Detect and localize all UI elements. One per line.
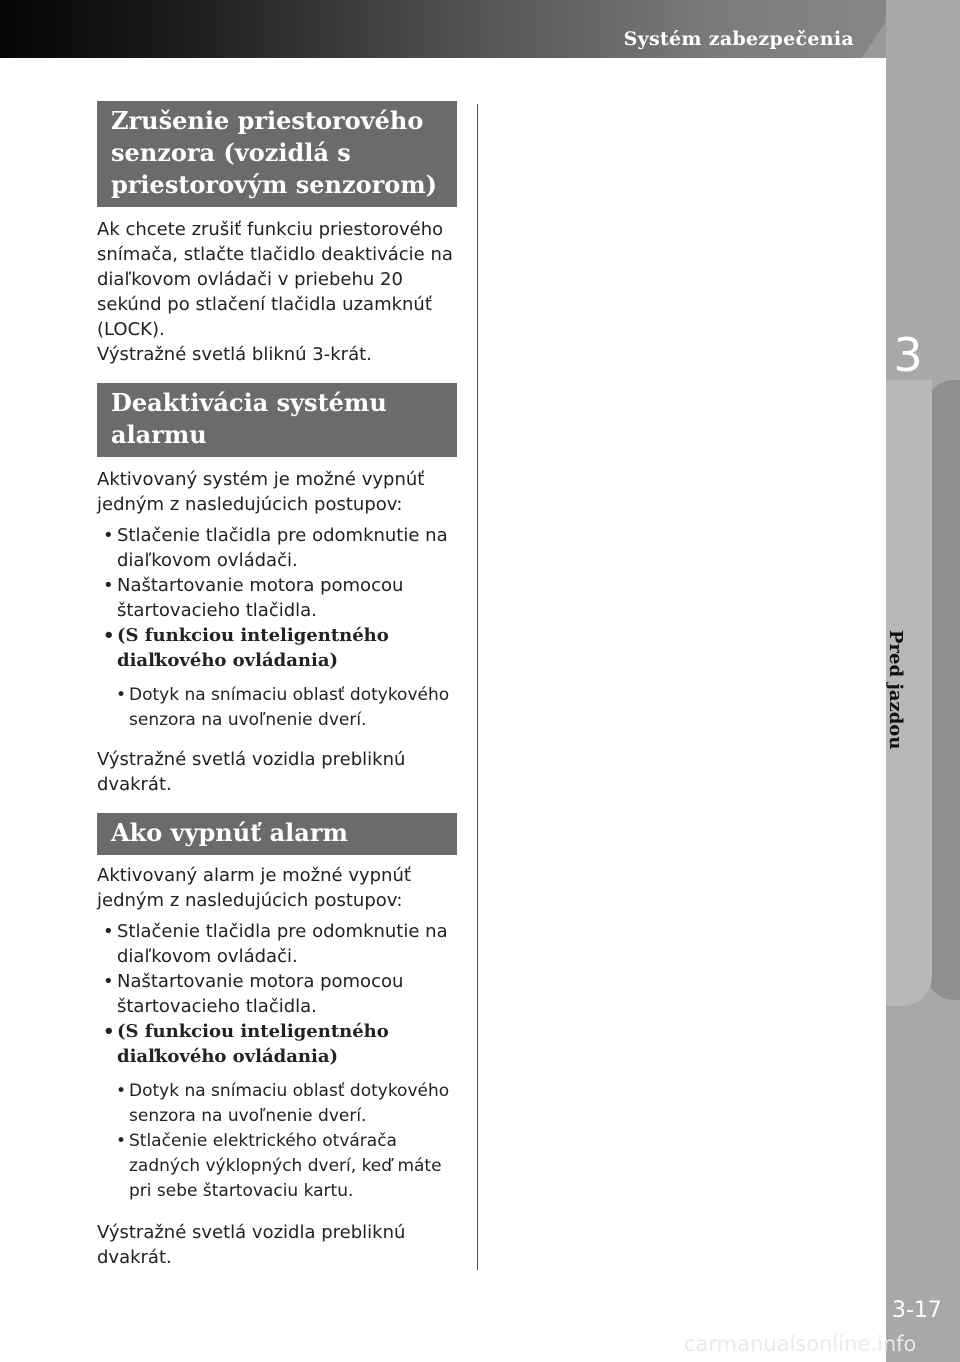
sub-bullet-list (97, 683, 457, 733)
header-title: Systém zabezpečenia (623, 28, 854, 50)
column-divider (477, 104, 478, 1270)
chapter-label: Pred jazdou (885, 630, 906, 750)
list-item: • Dotyk na snímaciu oblasť dotykového senzora na uvoľnenie dverí. (116, 1081, 450, 1126)
list-item: • Stlačenie tlačidla pre odomknutie na diaľkovom ovládači. (103, 921, 448, 967)
list-item: • Stlačenie tlačidla pre odomknutie na diaľkovom ovládači. (103, 525, 448, 571)
watermark-text: carmanualsonline.info (684, 1332, 917, 1356)
bullet-list (97, 523, 457, 673)
section-heading-alarm-deactivation: Deaktivácia systému alarmu (97, 383, 457, 457)
section-heading-sensor-cancel: Zrušenie priestorového senzora (vozidlá s priestorovým senzorom) (97, 101, 457, 207)
list-item: • Naštartovanie motora pomocou štartovacieho tlačidla. (103, 971, 404, 1017)
list-item: • (S funkciou inteligentného diaľkového ovládania) (103, 1021, 389, 1067)
page-number: 3-17 (892, 1298, 942, 1323)
content-column (97, 101, 457, 1270)
section-heading-turn-off-alarm: Ako vypnúť alarm (97, 813, 457, 855)
paragraph: Výstražné svetlá bliknú 3-krát. (97, 344, 372, 365)
paragraph: Výstražné svetlá vozidla prebliknú dvakrát. (97, 749, 406, 795)
chapter-number: 3 (893, 328, 923, 382)
paragraph: Ak chcete zrušiť funkciu priestorového snímača, stlačte tlačidlo deaktivácie na diaľkovom ovládači v priebehu 20 sekúnd po stlačení tlačidla uzamknúť (LOCK). (97, 219, 453, 340)
paragraph: Aktivovaný alarm je možné vypnúť jedným z nasledujúcich postupov: (97, 865, 411, 911)
list-item: • (S funkciou inteligentného diaľkového ovládania) (103, 625, 389, 671)
sub-bullet-list (97, 1079, 457, 1204)
paragraph: Výstražné svetlá vozidla prebliknú dvakrát. (97, 1222, 406, 1268)
list-item: • Dotyk na snímaciu oblasť dotykového senzora na uvoľnenie dverí. (116, 685, 450, 730)
list-item: • Naštartovanie motora pomocou štartovacieho tlačidla. (103, 575, 404, 621)
paragraph: Aktivovaný systém je možné vypnúť jedným z nasledujúcich postupov: (97, 469, 425, 515)
bullet-list (97, 919, 457, 1069)
list-item: • Stlačenie elektrického otvárača zadných výklopných dverí, keď máte pri sebe štartovaciu kartu. (116, 1131, 442, 1201)
